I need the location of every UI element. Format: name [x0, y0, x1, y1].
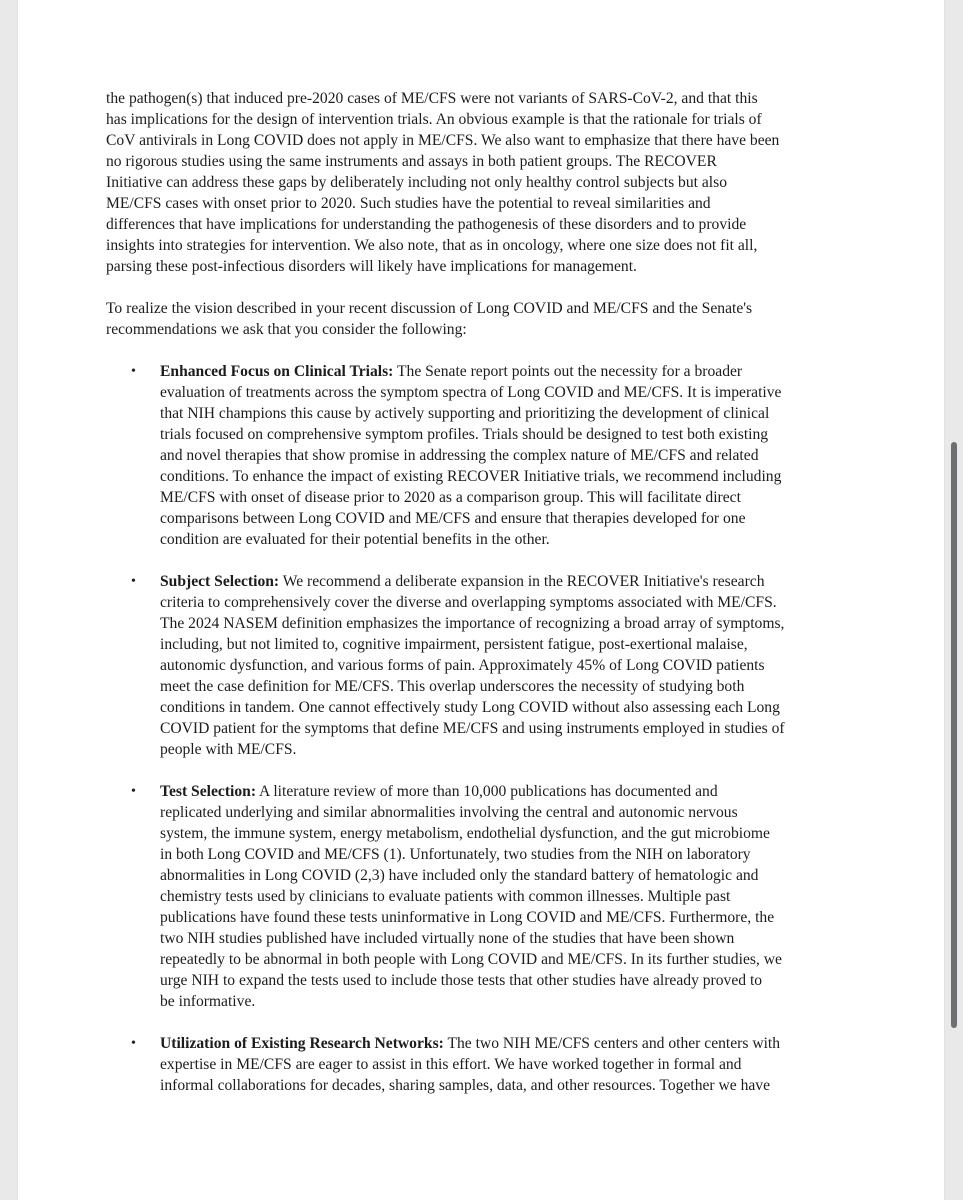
bullet-icon: • — [131, 574, 136, 589]
vertical-scrollbar-thumb[interactable] — [951, 442, 957, 1028]
list-item-title: Subject Selection: — [160, 573, 280, 590]
paragraph-request: To realize the vision described in your recent discussion of Long COVID and ME/CFS and the Senate's recommendations we ask that you consider the following: — [106, 300, 753, 338]
list-item-research-networks — [106, 1033, 866, 1096]
list-item-text: The Senate report points out the necessity for a broader evaluation of treatments across the symptom spectra of Long COVID and ME/CFS. It is imperative that NIH champions this cause by actively supporting and prioritizing the development of clinical trials focused on comprehensive symptom profiles. Trials should be designed to test both existing and novel therapies that show promise in addressing the complex nature of ME/CFS and related conditions. To enhance the impact of existing RECOVER Initiative trials, we recommend including ME/CFS with onset of disease prior to 2020 as a comparison group. This will facilitate direct comparisons between Long COVID and ME/CFS and ensure that therapies developed for one condition are evaluated for their potential benefits in the other. — [160, 363, 782, 548]
list-item-body — [160, 361, 866, 550]
list-item-subject-selection — [106, 571, 866, 760]
bullet-icon: • — [131, 364, 136, 379]
list-item-text: The two NIH ME/CFS centers and other centers with expertise in ME/CFS are eager to assist in this effort. We have worked together in formal and informal collaborations for decades, sharing samples, data, and other resources. Together we have — [160, 1035, 781, 1094]
list-item-body — [160, 1033, 866, 1096]
list-item-title: Enhanced Focus on Clinical Trials: — [160, 363, 394, 380]
document-page — [18, 0, 944, 1200]
list-item-body — [160, 781, 866, 1012]
list-item-text: A literature review of more than 10,000 publications has documented and replicated underlying and similar abnormalities involving the central and autonomic nervous system, the immune system, energy metabolism, endothelial dysfunction, and the gut microbiome in both Long COVID and ME/CFS (1). Unfortunately, two studies from the NIH on laboratory abnormalities in Long COVID (2,3) have included only the standard battery of hematologic and chemistry tests used by clinicians to evaluate patients with common illnesses. Multiple past publications have found these tests uninformative in Long COVID and ME/CFS. Furthermore, the two NIH studies published have included virtually none of the studies that have been shown repeatedly to be abnormal in both people with Long COVID and ME/CFS. In its further studies, we urge NIH to expand the tests used to include those tests that other studies have already proved to be informative. — [160, 783, 782, 1010]
list-item-test-selection — [106, 781, 866, 1012]
bullet-icon: • — [131, 1036, 136, 1051]
list-item-title: Utilization of Existing Research Networks: — [160, 1035, 444, 1052]
recommendation-list — [106, 361, 866, 1096]
list-item-text: We recommend a deliberate expansion in the RECOVER Initiative's research criteria to comprehensively cover the diverse and overlapping symptoms associated with ME/CFS. The 2024 NASEM definition emphasizes the importance of recognizing a broad array of symptoms, including, but not limited to, cognitive impairment, persistent fatigue, post-exertional malaise, autonomic dysfunction, and various forms of pain. Approximately 45% of Long COVID patients meet the case definition for ME/CFS. This overlap underscores the necessity of studying both conditions in tandem. One cannot effectively study Long COVID without also assessing each Long COVID patient for the symptoms that define ME/CFS and using instruments employed in studies of people with ME/CFS. — [160, 573, 785, 758]
bullet-icon: • — [131, 784, 136, 799]
list-item-body — [160, 571, 866, 760]
page-content — [106, 88, 866, 1096]
list-item-clinical-trials — [106, 361, 866, 550]
paragraph-intro: the pathogen(s) that induced pre-2020 cases of ME/CFS were not variants of SARS-CoV-2, and that this has implications for the design of intervention trials. An obvious example is that the rationale for trials of CoV antivirals in Long COVID does not apply in ME/CFS. We also want to emphasize that there have been no rigorous studies using the same instruments and assays in both patient groups. The RECOVER Initiative can address these gaps by deliberately including not only healthy control subjects but also ME/CFS cases with onset prior to 2020. Such studies have the potential to reveal similarities and differences that have implications for understanding the pathogenesis of these disorders and to provide insights into strategies for intervention. We also note, that as in oncology, where one size does not fit all, parsing these post-infectious disorders will likely have implications for management. — [106, 90, 780, 275]
list-item-title: Test Selection: — [160, 783, 257, 800]
